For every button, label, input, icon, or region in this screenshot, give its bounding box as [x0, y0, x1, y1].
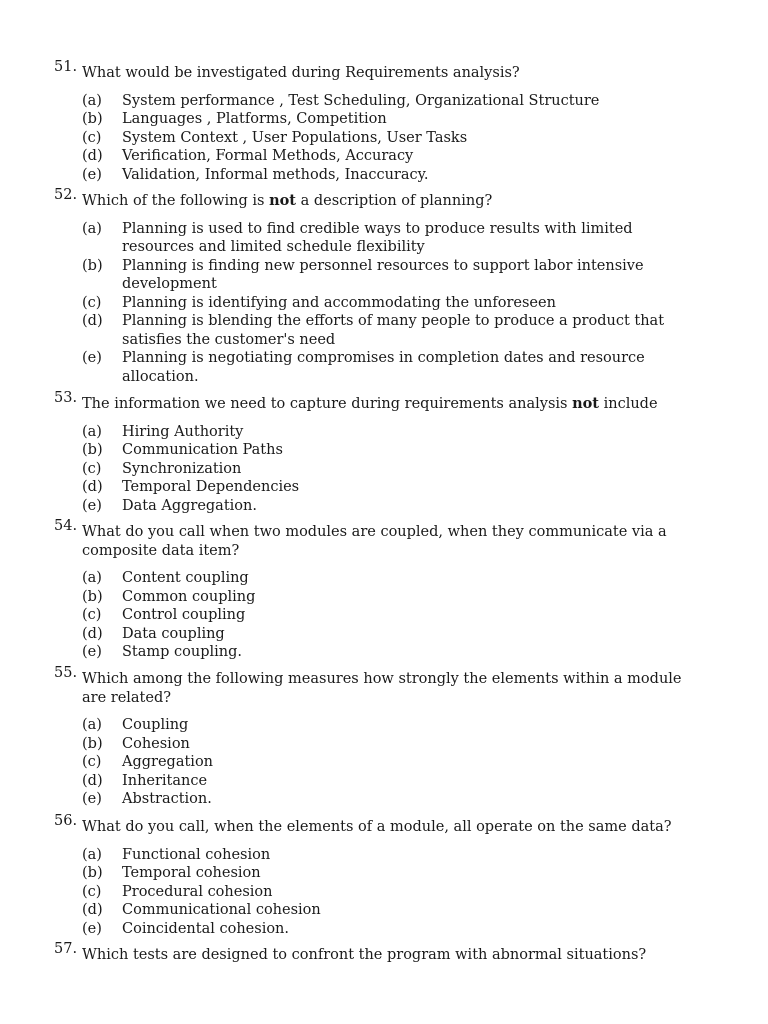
option-text: Abstraction. [122, 791, 212, 807]
option-label: (a) [82, 570, 102, 586]
question-text-part: What do you call, when the elements of a module, all operate on the same data? [82, 819, 672, 835]
option-b [82, 257, 694, 294]
question-51 [54, 59, 694, 184]
option-a [82, 92, 694, 111]
question-number: 51. [54, 59, 78, 75]
question-header [54, 518, 694, 560]
question-text-part: Which of the following is [82, 193, 270, 209]
option-text: Common coupling [122, 588, 256, 605]
answer-options [54, 92, 694, 185]
question-text-part: a description of planning? [296, 193, 493, 209]
option-label: (b) [82, 588, 103, 605]
option-label: (d) [82, 313, 103, 329]
option-a [82, 846, 694, 865]
option-text: Planning is finding new personnel resources to support labor intensive development [122, 257, 644, 292]
option-label: (a) [82, 717, 102, 733]
question-number: 56. [54, 813, 78, 829]
option-text: Data Aggregation. [122, 497, 257, 514]
option-e [82, 790, 694, 809]
option-text: Coincidental cohesion. [122, 920, 290, 937]
question-text-part: What do you call when two modules are coupled, when they communicate via a composite data item? [82, 524, 667, 559]
option-e [82, 497, 694, 516]
question-number: 57. [54, 941, 78, 957]
option-text: Cohesion [122, 735, 190, 752]
option-d [82, 772, 694, 791]
option-label: (e) [82, 791, 102, 807]
question-text [82, 65, 520, 81]
option-b [82, 864, 694, 883]
option-label: (d) [82, 148, 103, 164]
option-c [82, 294, 694, 313]
option-label: (d) [82, 772, 103, 789]
option-label: (e) [82, 920, 102, 937]
option-text: Synchronization [122, 460, 242, 477]
option-text: Planning is identifying and accommodating the unforeseen [122, 294, 556, 311]
option-text: Hiring Authority [122, 423, 244, 440]
option-c [82, 606, 694, 625]
question-number: 55. [54, 665, 78, 681]
option-label: (e) [82, 350, 102, 366]
option-b [82, 588, 694, 607]
option-b [82, 110, 694, 129]
option-text: Procedural cohesion [122, 883, 273, 900]
question-header [54, 59, 694, 83]
option-label: (c) [82, 607, 102, 623]
option-text: Content coupling [122, 570, 249, 586]
question-text [82, 819, 672, 835]
question-text-bold: not [269, 192, 296, 209]
option-label: (a) [82, 220, 102, 237]
option-text: System performance , Test Scheduling, Organizational Structure [122, 92, 600, 109]
option-text: Planning is blending the efforts of many people to produce a product that satisfies the customer's need [122, 313, 665, 348]
option-text: Stamp coupling. [122, 644, 243, 660]
question-header [54, 813, 694, 837]
answer-options [54, 569, 694, 662]
question-57 [54, 941, 694, 965]
option-label: (d) [82, 902, 103, 918]
option-c [82, 753, 694, 772]
option-text: Inheritance [122, 772, 208, 789]
option-text: Verification, Formal Methods, Accuracy [122, 148, 414, 164]
answer-options [54, 716, 694, 809]
option-label: (e) [82, 166, 102, 183]
option-d [82, 625, 694, 644]
option-text: Languages , Platforms, Competition [122, 111, 387, 127]
option-c [82, 460, 694, 479]
option-label: (c) [82, 883, 102, 900]
question-header [54, 187, 694, 211]
question-text [82, 671, 682, 706]
question-text-bold: not [572, 395, 599, 412]
option-text: Temporal cohesion [122, 865, 261, 881]
option-text: Aggregation [122, 754, 214, 770]
option-b [82, 735, 694, 754]
option-label: (c) [82, 129, 102, 146]
option-text: Temporal Dependencies [122, 479, 300, 495]
question-text-part: The information we need to capture during requirements analysis [82, 396, 573, 412]
option-label: (c) [82, 460, 102, 477]
option-text: Planning is negotiating compromises in completion dates and resource allocation. [122, 350, 645, 385]
question-text [82, 396, 658, 412]
option-c [82, 129, 694, 148]
option-d [82, 901, 694, 920]
question-header [54, 390, 694, 414]
option-text: Functional cohesion [122, 846, 271, 863]
option-text: Data coupling [122, 625, 225, 642]
question-text-part: Which tests are designed to confront the program with abnormal situations? [82, 947, 647, 963]
option-text: Communicational cohesion [122, 902, 321, 918]
option-label: (c) [82, 754, 102, 770]
option-label: (b) [82, 111, 103, 127]
option-d [82, 312, 694, 349]
option-e [82, 920, 694, 939]
answer-options [54, 423, 694, 516]
option-text: System Context , User Populations, User Tasks [122, 129, 468, 146]
option-label: (b) [82, 865, 103, 881]
question-54 [54, 518, 694, 662]
option-c [82, 883, 694, 902]
question-53 [54, 390, 694, 515]
question-52 [54, 187, 694, 386]
option-e [82, 349, 694, 386]
answer-options [54, 220, 694, 387]
option-label: (b) [82, 257, 103, 274]
option-d [82, 147, 694, 166]
option-text: Control coupling [122, 607, 246, 623]
question-text [82, 947, 646, 963]
question-number: 53. [54, 390, 78, 406]
question-text [82, 524, 667, 559]
option-label: (b) [82, 735, 103, 752]
option-label: (d) [82, 625, 103, 642]
question-header [54, 665, 694, 707]
option-label: (d) [82, 479, 103, 495]
option-label: (e) [82, 497, 102, 514]
option-text: Coupling [122, 717, 189, 733]
option-a [82, 569, 694, 588]
question-text-part: What would be investigated during Requirements analysis? [82, 65, 520, 81]
option-label: (e) [82, 644, 102, 660]
question-header [54, 941, 694, 965]
option-text: Planning is used to find credible ways to produce results with limited resources and limited schedule flexibility [122, 220, 633, 255]
option-label: (a) [82, 92, 102, 109]
option-a [82, 423, 694, 442]
option-text: Validation, Informal methods, Inaccuracy. [122, 166, 429, 183]
option-e [82, 166, 694, 185]
option-label: (a) [82, 846, 102, 863]
question-number: 54. [54, 518, 78, 534]
question-text-part: include [599, 396, 658, 412]
option-e [82, 643, 694, 662]
question-55 [54, 665, 694, 809]
question-text [82, 193, 492, 209]
option-b [82, 441, 694, 460]
question-56 [54, 813, 694, 938]
option-a [82, 716, 694, 735]
question-text-part: Which among the following measures how strongly the elements within a module are related? [82, 671, 682, 706]
option-text: Communication Paths [122, 442, 283, 458]
question-number: 52. [54, 187, 78, 203]
option-label: (b) [82, 442, 103, 458]
option-d [82, 478, 694, 497]
answer-options [54, 846, 694, 939]
option-a [82, 220, 694, 257]
option-label: (c) [82, 294, 102, 311]
option-label: (a) [82, 423, 102, 440]
